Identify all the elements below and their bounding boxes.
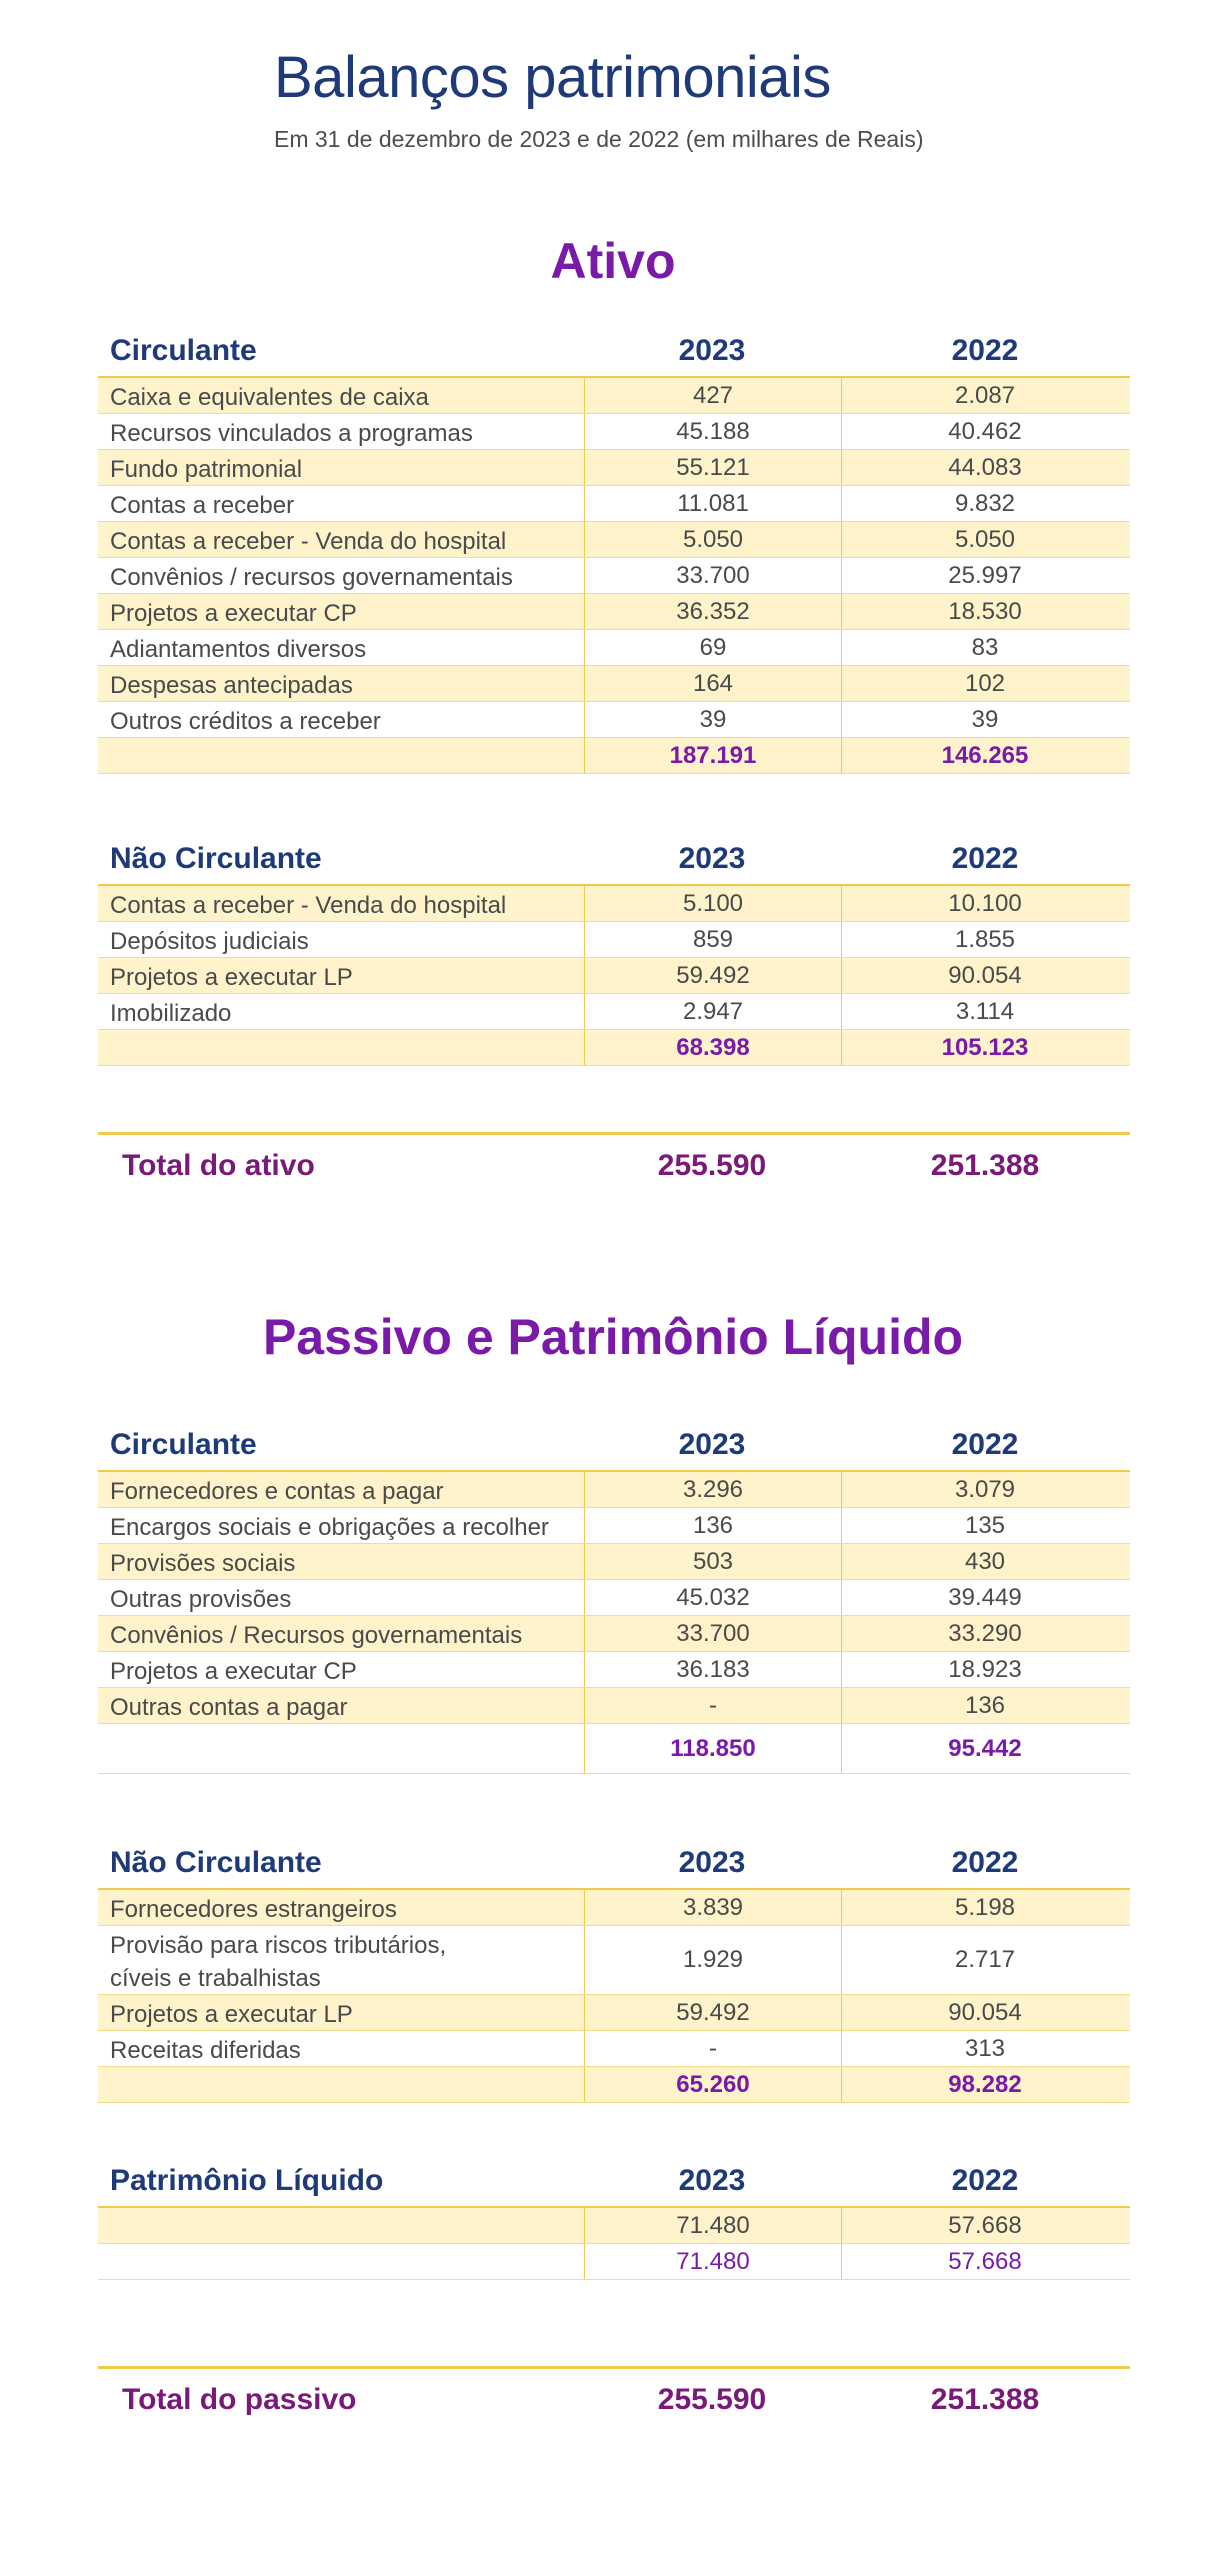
column-year-2022: 2022 — [951, 1428, 1019, 1461]
row-label: Fornecedores e contas a pagar — [110, 1478, 444, 1505]
value-2023: - — [584, 1688, 842, 1723]
value-2022: 136 — [964, 1691, 1006, 1719]
column-year-2022: 2022 — [951, 334, 1019, 367]
value-2023: 36.183 — [584, 1652, 842, 1687]
value-2022: 3.114 — [955, 997, 1015, 1025]
table-heading: Não Circulante — [110, 1846, 322, 1879]
value-2023: 503 — [584, 1544, 842, 1579]
row-label: Recursos vinculados a programas — [110, 420, 473, 447]
column-year-2023: 2023 — [678, 334, 746, 367]
value-2023: 164 — [584, 666, 842, 701]
subtotal-2022: 57.668 — [948, 2247, 1022, 2275]
value-2022: 90.054 — [948, 961, 1022, 989]
page-subtitle: Em 31 de dezembro de 2023 e de 2022 (em milhares de Reais) — [274, 126, 924, 152]
section-title-passivo: Passivo e Patrimônio Líquido — [262, 1309, 964, 1365]
row-label — [110, 1929, 446, 1995]
row-label: Contas a receber — [110, 492, 295, 519]
subtotal-row — [98, 738, 1130, 774]
table-header — [98, 326, 1130, 376]
value-2023: 1.929 — [584, 1926, 842, 1994]
table-row — [98, 1688, 1130, 1724]
row-label: Adiantamentos diversos — [110, 636, 367, 663]
table-row — [98, 1652, 1130, 1688]
row-label: Outros créditos a receber — [110, 708, 381, 735]
total-label: Total do passivo — [122, 2383, 357, 2416]
column-year-2023: 2023 — [678, 1428, 746, 1461]
total-ativo-row — [98, 1132, 1130, 1195]
value-2022: 430 — [964, 1547, 1006, 1575]
table-heading: Circulante — [110, 1428, 257, 1461]
table-row — [98, 1544, 1130, 1580]
table-row — [98, 666, 1130, 702]
value-2023: 39 — [584, 702, 842, 737]
value-2023: 45.188 — [584, 414, 842, 449]
subtotal-2023: 68.398 — [584, 1030, 842, 1065]
total-passivo-row — [98, 2366, 1130, 2429]
table-header — [98, 1420, 1130, 1470]
row-label: Contas a receber - Venda do hospital — [110, 528, 507, 555]
value-2023: 36.352 — [584, 594, 842, 629]
table-heading: Patrimônio Líquido — [110, 2164, 384, 2197]
value-2023: 59.492 — [584, 958, 842, 993]
value-2022: 18.530 — [948, 597, 1022, 625]
table-heading: Circulante — [110, 334, 257, 367]
table-row — [98, 414, 1130, 450]
table-row — [98, 2208, 1130, 2244]
table-row — [98, 1580, 1130, 1616]
value-2022: 40.462 — [948, 417, 1022, 445]
value-2022: 5.198 — [954, 1893, 1016, 1921]
value-2022: 2.087 — [954, 381, 1016, 409]
passivo-nao-circulante-table — [98, 1838, 1130, 2103]
table-header — [98, 834, 1130, 884]
row-label-line-1: Provisão para riscos tributários, — [110, 1932, 447, 1959]
table-heading: Não Circulante — [110, 842, 322, 875]
subtotal-2023: 65.260 — [584, 2067, 842, 2102]
table-row — [98, 1472, 1130, 1508]
table-row — [98, 486, 1130, 522]
table-row — [98, 958, 1130, 994]
value-2023: 136 — [584, 1508, 842, 1543]
table-row — [98, 1995, 1130, 2031]
value-2023: 427 — [584, 378, 842, 413]
row-label: Despesas antecipadas — [110, 672, 353, 699]
row-label: Fornecedores estrangeiros — [110, 1896, 397, 1923]
value-2023: 2.947 — [584, 994, 842, 1029]
value-2022: 39.449 — [948, 1583, 1022, 1611]
passivo-circulante-table — [98, 1420, 1130, 1774]
subtotal-2022: 105.123 — [941, 1033, 1029, 1061]
value-2022: 90.054 — [948, 1998, 1022, 2026]
row-label: Receitas diferidas — [110, 2037, 301, 2064]
ativo-circulante-table — [98, 326, 1130, 774]
table-row — [98, 2031, 1130, 2067]
total-2022: 251.388 — [930, 2383, 1040, 2416]
ativo-nao-circulante-table — [98, 834, 1130, 1066]
table-row — [98, 1508, 1130, 1544]
row-label: Encargos sociais e obrigações a recolher — [110, 1514, 549, 1541]
subtotal-row — [98, 2244, 1130, 2280]
row-label: Projetos a executar CP — [110, 600, 357, 627]
row-label-line-2: cíveis e trabalhistas — [110, 1965, 321, 1992]
table-row — [98, 378, 1130, 414]
row-label: Contas a receber - Venda do hospital — [110, 892, 507, 919]
column-year-2023: 2023 — [678, 2164, 746, 2197]
value-2023: 69 — [584, 630, 842, 665]
subtotal-2022: 146.265 — [941, 741, 1029, 769]
value-2022: 3.079 — [954, 1475, 1016, 1503]
value-2023: 5.050 — [584, 522, 842, 557]
value-2023: 11.081 — [584, 486, 842, 521]
table-row — [98, 630, 1130, 666]
value-2022: 83 — [971, 633, 999, 661]
value-2022: 18.923 — [948, 1655, 1022, 1683]
row-label: Convênios / recursos governamentais — [110, 564, 513, 591]
row-label: Projetos a executar LP — [110, 964, 353, 991]
row-label: Depósitos judiciais — [110, 928, 309, 955]
value-2022: 102 — [964, 669, 1006, 697]
subtotal-row — [98, 1030, 1130, 1066]
row-label: Imobilizado — [110, 1000, 232, 1027]
subtotal-row — [98, 2067, 1130, 2103]
value-2023: 45.032 — [584, 1580, 842, 1615]
value-2023: 5.100 — [584, 886, 842, 921]
row-label: Fundo patrimonial — [110, 456, 303, 483]
patrimonio-liquido-table — [98, 2156, 1130, 2280]
value-2023: 859 — [584, 922, 842, 957]
value-2023: - — [584, 2031, 842, 2066]
row-label: Provisões sociais — [110, 1550, 296, 1577]
value-2022: 10.100 — [948, 889, 1022, 917]
value-2022: 1.855 — [954, 925, 1016, 953]
row-label: Outras provisões — [110, 1586, 292, 1613]
value-2022: 5.050 — [954, 525, 1016, 553]
row-label: Caixa e equivalentes de caixa — [110, 384, 429, 411]
value-2022: 57.668 — [948, 2211, 1022, 2239]
row-label: Outras contas a pagar — [110, 1694, 348, 1721]
table-row — [98, 886, 1130, 922]
total-2023: 255.590 — [657, 2383, 767, 2416]
subtotal-2023: 187.191 — [584, 738, 842, 773]
total-label: Total do ativo — [122, 1149, 315, 1182]
value-2023: 59.492 — [584, 1995, 842, 2030]
table-row — [98, 1926, 1130, 1995]
table-header — [98, 1838, 1130, 1888]
table-row — [98, 994, 1130, 1030]
value-2023: 71.480 — [584, 2208, 842, 2243]
page-title: Balanços patrimoniais — [274, 45, 831, 110]
value-2022: 313 — [964, 2034, 1006, 2062]
value-2023: 3.839 — [584, 1890, 842, 1925]
subtotal-2022: 95.442 — [948, 1734, 1022, 1762]
table-row — [98, 594, 1130, 630]
row-label: Projetos a executar CP — [110, 1658, 357, 1685]
value-2022: 39 — [971, 705, 999, 733]
value-2022: 9.832 — [954, 489, 1016, 517]
table-row — [98, 558, 1130, 594]
column-year-2023: 2023 — [678, 842, 746, 875]
value-2022: 44.083 — [948, 453, 1022, 481]
subtotal-row — [98, 1724, 1130, 1774]
table-row — [98, 450, 1130, 486]
table-row — [98, 1616, 1130, 1652]
table-header — [98, 2156, 1130, 2206]
section-title-ativo: Ativo — [550, 233, 676, 289]
column-year-2023: 2023 — [678, 1846, 746, 1879]
value-2022: 25.997 — [948, 561, 1022, 589]
value-2023: 33.700 — [584, 1616, 842, 1651]
subtotal-2023: 118.850 — [584, 1724, 842, 1773]
value-2022: 2.717 — [954, 1946, 1016, 1973]
value-2022: 33.290 — [948, 1619, 1022, 1647]
subtotal-2023: 71.480 — [584, 2244, 842, 2279]
table-row — [98, 702, 1130, 738]
column-year-2022: 2022 — [951, 1846, 1019, 1879]
table-row — [98, 522, 1130, 558]
total-2022: 251.388 — [930, 1149, 1040, 1182]
value-2022: 135 — [964, 1511, 1006, 1539]
value-2023: 55.121 — [584, 450, 842, 485]
column-year-2022: 2022 — [951, 2164, 1019, 2197]
table-row — [98, 922, 1130, 958]
value-2023: 33.700 — [584, 558, 842, 593]
row-label: Projetos a executar LP — [110, 2001, 353, 2028]
table-row — [98, 1890, 1130, 1926]
value-2023: 3.296 — [584, 1472, 842, 1507]
row-label: Convênios / Recursos governamentais — [110, 1622, 523, 1649]
subtotal-2022: 98.282 — [948, 2070, 1022, 2098]
total-2023: 255.590 — [657, 1149, 767, 1182]
column-year-2022: 2022 — [951, 842, 1019, 875]
